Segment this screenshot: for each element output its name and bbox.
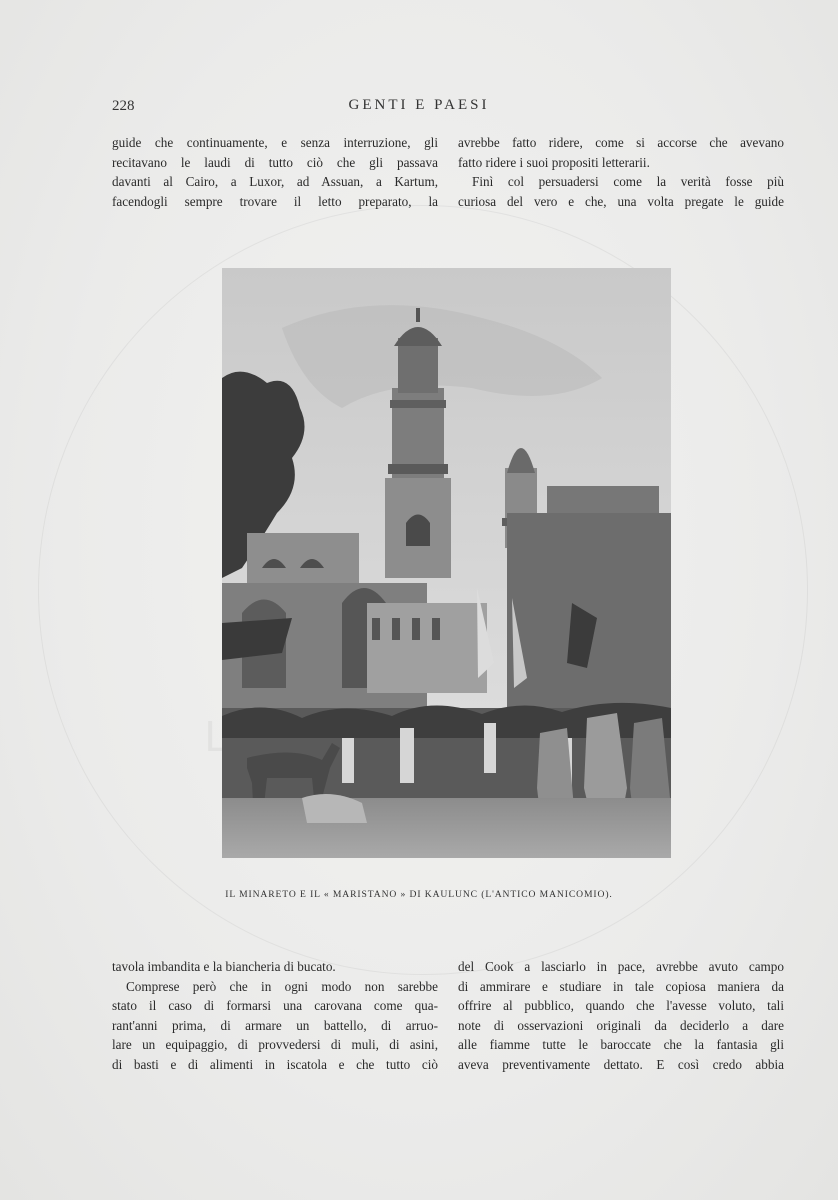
page-number: 228 xyxy=(112,98,135,114)
text-line: aveva preventivamente dettato. E così credo abbia xyxy=(458,1056,784,1072)
paragraph xyxy=(458,957,784,1075)
running-title: GENTI E PAESI xyxy=(348,97,490,113)
text-line: recitavano le laudi di tutto ciò che gli passava xyxy=(112,154,438,170)
text-line: davanti al Cairo, a Luxor, ad Assuan, a Kartum, xyxy=(112,174,438,190)
text-line: avrebbe fatto ridere, come si accorse che avevano xyxy=(458,135,784,150)
text-line: fatto ridere i suoi propositi letterarii. xyxy=(458,154,650,170)
text-column-top-left xyxy=(112,133,438,211)
text-column-bottom-left xyxy=(112,957,438,1075)
text-column-bottom-right xyxy=(458,957,784,1075)
text-line: Finì col persuadersi come la verità fosse più xyxy=(472,174,784,190)
paragraph xyxy=(458,172,784,211)
paragraph xyxy=(458,133,784,172)
text-line: stato il caso di formarsi una carovana come qua- xyxy=(112,998,438,1014)
text-line: lare un equipaggio, di provvedersi di muli, di asini, xyxy=(112,1037,438,1053)
paragraph xyxy=(112,977,438,1075)
paragraph xyxy=(112,133,438,211)
text-line: di basti e di alimenti in iscatola e che tutto ciò xyxy=(112,1056,438,1072)
text-line: facendogli sempre trovare il letto preparato, la xyxy=(112,193,438,209)
text-line: di ammirare e studiare in tale copiosa maniera da xyxy=(458,978,784,994)
text-line: tavola imbandita e la biancheria di bucato. xyxy=(112,959,336,974)
text-line: guide che continuamente, e senza interruzione, gli xyxy=(112,135,438,150)
text-line: offrire al pubblico, quando che l'avesse voluto, tali xyxy=(458,998,784,1014)
text-line: rant'anni prima, di armare un battello, di arruo- xyxy=(112,1017,438,1033)
text-line: Comprese però che in ogni modo non sarebbe xyxy=(126,978,438,994)
paragraph xyxy=(112,957,438,977)
text-line: alle fiamme tutte le baroccate che la fantasia gli xyxy=(458,1037,784,1053)
text-column-top-right xyxy=(458,133,784,211)
text-line: note di osservazioni originali da deciderlo a dare xyxy=(458,1017,784,1033)
figure-caption: IL MINARETO E IL « MARISTANO » DI KAULUNC (L'ANTICO MANICOMIO). xyxy=(225,889,613,900)
text-line: curiosa del vero e che, una volta pregate le guide xyxy=(458,193,784,209)
text-line: del Cook a lasciarlo in pace, avrebbe avuto campo xyxy=(458,959,784,974)
photograph-minaret-maristan xyxy=(222,268,671,858)
